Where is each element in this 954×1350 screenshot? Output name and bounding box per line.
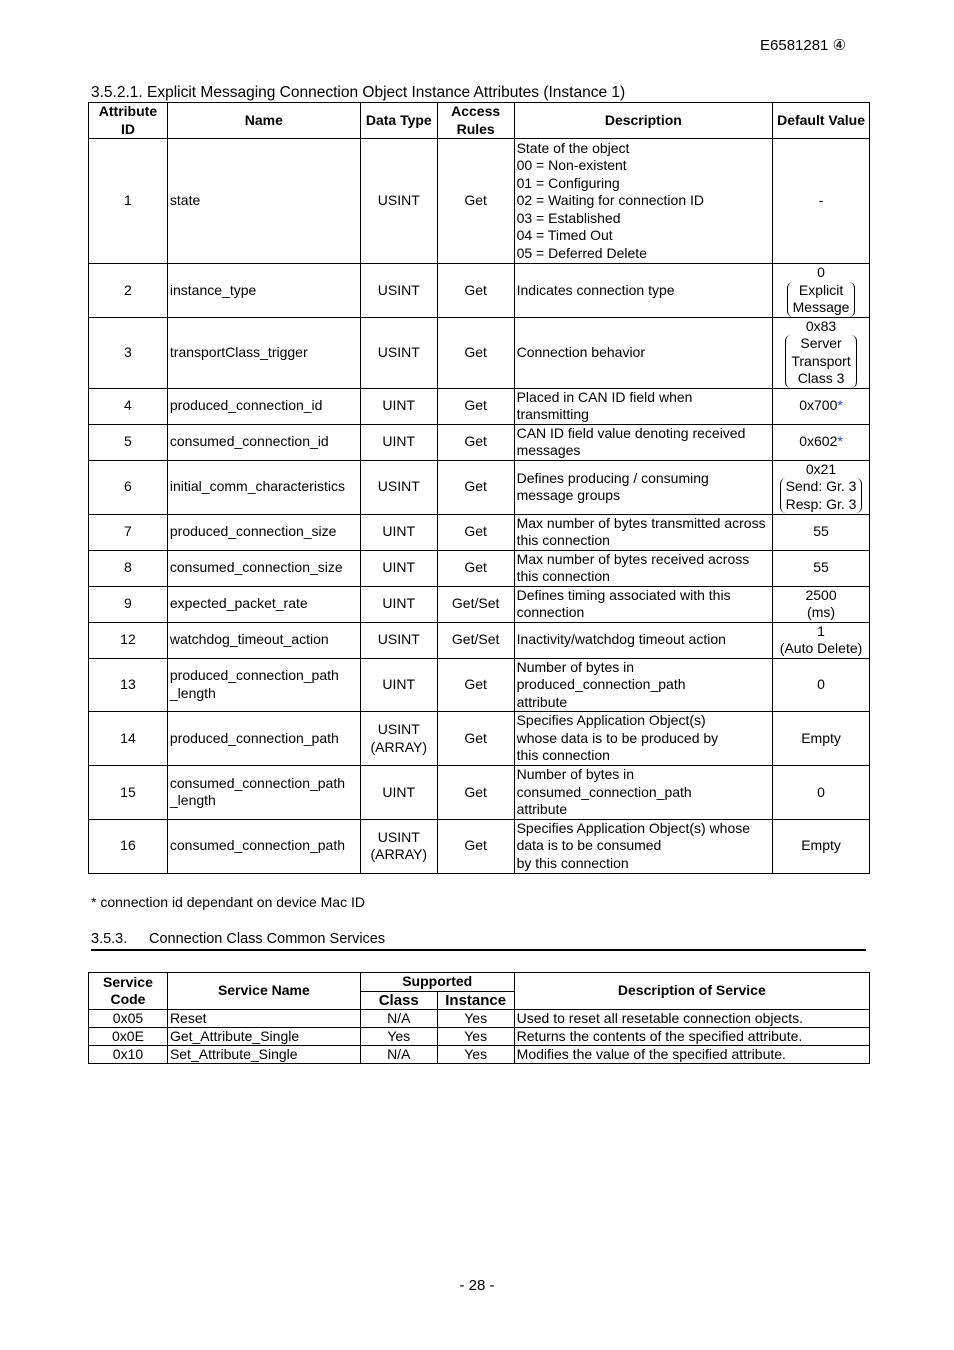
name-cell: consumed_connection_path _length (167, 766, 360, 820)
attribute-id-cell: 12 (89, 622, 168, 658)
access-cell: Get (437, 388, 514, 424)
description-cell (514, 550, 773, 586)
attribute-id-cell: 14 (89, 712, 168, 766)
attribute-id-cell: 15 (89, 766, 168, 820)
header-name: Name (167, 103, 360, 139)
default-value-line: Send: Gr. 3 (785, 478, 857, 495)
description-line: by this connection (516, 854, 629, 871)
description-line: Placed in CAN ID field when (516, 388, 693, 405)
description-cell (514, 819, 773, 873)
default-value-cell (773, 622, 870, 658)
header-service-description: Description of Service (514, 973, 869, 1010)
default-value-line: Transport (791, 352, 851, 369)
description-line: message groups (516, 487, 621, 503)
description-cell (514, 766, 773, 820)
description-line: Inactivity/watchdog timeout action (516, 631, 726, 648)
header-description: Description (514, 103, 773, 139)
description-line: 02 = Waiting for connection ID (516, 192, 704, 209)
description-line: Indicates connection type (516, 281, 675, 298)
name-cell: transportClass_trigger (167, 317, 360, 388)
name-cell: initial_comm_characteristics (167, 460, 360, 514)
default-value-line: 0 (817, 676, 825, 692)
default-value-text: 0x602 (799, 433, 838, 450)
name-cell: produced_connection_path _length (167, 658, 360, 712)
header-instance: Instance (437, 991, 514, 1010)
table-row (89, 819, 870, 873)
description-line: this connection (516, 568, 610, 584)
table-row (89, 264, 870, 318)
attribute-id-cell: 13 (89, 658, 168, 712)
service-table (88, 972, 870, 1064)
name-cell: instance_type (167, 264, 360, 318)
access-cell: Get (437, 264, 514, 318)
attribute-id-cell: 4 (89, 388, 168, 424)
data-type-cell: USINT (ARRAY) (360, 712, 437, 766)
description-line: connection (516, 604, 585, 620)
default-value-line: Empty (801, 729, 841, 746)
description-line: Specifies Application Object(s) (516, 712, 706, 729)
default-value-cell (773, 264, 870, 318)
default-value-line: 2500 (805, 586, 837, 603)
table-row (89, 658, 870, 712)
description-cell (514, 712, 773, 766)
access-cell: Get (437, 819, 514, 873)
service-description-cell: Used to reset all resetable connection objects. (514, 1010, 869, 1028)
data-type-cell: UINT (360, 766, 437, 820)
subsection-number: 3.5.3. (91, 931, 128, 947)
table-row (89, 550, 870, 586)
description-line: this connection (516, 747, 610, 764)
default-value-line: (ms) (807, 604, 836, 620)
data-type-cell: USINT (360, 622, 437, 658)
description-cell (514, 658, 773, 712)
service-code-cell: 0x05 (89, 1010, 168, 1028)
table-row (89, 586, 870, 622)
description-line: Specifies Application Object(s) whose (516, 819, 751, 836)
data-type-cell: USINT (360, 264, 437, 318)
description-line: 03 = Established (516, 209, 621, 226)
data-type-cell: UINT (360, 388, 437, 424)
access-cell: Get (437, 712, 514, 766)
header-service-name: Service Name (167, 973, 360, 1010)
name-cell: expected_packet_rate (167, 586, 360, 622)
attribute-id-cell: 16 (89, 819, 168, 873)
table-row (89, 622, 870, 658)
description-line: CAN ID field value denoting received (516, 424, 746, 441)
default-value-cell (773, 766, 870, 820)
description-cell (514, 586, 773, 622)
default-value-line: Message (792, 299, 850, 315)
header-default-value: Default Value (773, 103, 870, 139)
description-line: 00 = Non-existent (516, 157, 627, 174)
description-line: attribute (516, 801, 568, 817)
description-line: 05 = Deferred Delete (516, 244, 647, 261)
access-cell: Get (437, 317, 514, 388)
data-type-cell: USINT (ARRAY) (360, 819, 437, 873)
default-value-cell (773, 712, 870, 766)
attribute-id-cell: 2 (89, 264, 168, 318)
table-row (89, 1028, 870, 1046)
description-line: Defines producing / consuming (516, 469, 709, 486)
default-value-cell (773, 139, 870, 264)
attribute-id-cell: 6 (89, 460, 168, 514)
header-class: Class (360, 991, 437, 1010)
description-line: Defines timing associated with this (516, 586, 731, 603)
name-cell: state (167, 139, 360, 264)
access-cell: Get/Set (437, 586, 514, 622)
default-value-cell (773, 658, 870, 712)
service-description-cell: Returns the contents of the specified attribute. (514, 1028, 869, 1046)
description-cell (514, 139, 773, 264)
default-value-line: - (818, 192, 824, 209)
default-value-cell (773, 819, 870, 873)
default-value-text: 0x700 (799, 397, 838, 414)
footnote: * connection id dependant on device Mac ID (91, 894, 365, 910)
data-type-cell: UINT (360, 424, 437, 460)
default-value-bracket (780, 478, 863, 513)
service-name-cell: Get_Attribute_Single (167, 1028, 360, 1046)
data-type-cell: USINT (360, 317, 437, 388)
attribute-id-cell: 9 (89, 586, 168, 622)
default-value-line: 0x21 (805, 460, 837, 477)
name-cell: produced_connection_id (167, 388, 360, 424)
name-cell: consumed_connection_path (167, 819, 360, 873)
data-type-cell: UINT (360, 514, 437, 550)
attribute-id-cell: 7 (89, 514, 168, 550)
attribute-table (88, 102, 870, 874)
default-value-line: Empty (801, 837, 841, 854)
service-name-cell: Set_Attribute_Single (167, 1046, 360, 1064)
access-cell: Get (437, 139, 514, 264)
table-row (89, 1010, 870, 1028)
default-value-cell (773, 514, 870, 550)
attribute-id-cell: 1 (89, 139, 168, 264)
description-line: 04 = Timed Out (516, 227, 613, 244)
default-value-line: Resp: Gr. 3 (785, 495, 857, 512)
table-row (89, 712, 870, 766)
table-row (89, 388, 870, 424)
page-number: - 28 - (459, 1277, 495, 1294)
attribute-id-cell: 8 (89, 550, 168, 586)
description-cell (514, 388, 773, 424)
default-value-wrap (775, 397, 867, 415)
default-value-line: 1 (817, 622, 825, 639)
data-type-cell: USINT (360, 139, 437, 264)
description-cell (514, 317, 773, 388)
access-cell: Get (437, 514, 514, 550)
subsection-title (91, 931, 866, 951)
document-id: E6581281 ④ (760, 37, 847, 54)
name-cell: consumed_connection_size (167, 550, 360, 586)
description-line: consumed_connection_path (516, 783, 692, 800)
default-value-line: 0 (817, 264, 825, 280)
asterisk-mark: * (837, 397, 843, 414)
description-line: Number of bytes in (516, 766, 635, 782)
default-value-cell (773, 317, 870, 388)
data-type-cell: UINT (360, 658, 437, 712)
service-code-cell: 0x10 (89, 1046, 168, 1064)
service-name-cell: Reset (167, 1010, 360, 1028)
access-cell: Get (437, 550, 514, 586)
default-value-bracket (785, 335, 856, 388)
table-row (89, 139, 870, 264)
class-cell: Yes (360, 1028, 437, 1046)
default-value-cell (773, 424, 870, 460)
access-cell: Get (437, 460, 514, 514)
default-value-line: Class 3 (797, 370, 845, 386)
table-row (89, 1046, 870, 1064)
default-value-line: Explicit (798, 281, 844, 298)
description-line: transmitting (516, 406, 589, 422)
data-type-cell: UINT (360, 586, 437, 622)
default-value-bracket (787, 282, 856, 317)
default-value-line: 0x83 (805, 317, 837, 334)
name-cell: watchdog_timeout_action (167, 622, 360, 658)
description-cell (514, 264, 773, 318)
default-value-line: Server (800, 335, 842, 351)
header-access-rules: Access Rules (437, 103, 514, 139)
description-cell (514, 424, 773, 460)
description-line: Max number of bytes received across (516, 550, 750, 567)
header-supported: Supported (360, 973, 514, 992)
table-row (89, 424, 870, 460)
asterisk-mark: * (837, 433, 843, 450)
instance-cell: Yes (437, 1046, 514, 1064)
subsection-name: Connection Class Common Services (149, 931, 386, 947)
header-attribute-id: Attribute ID (89, 103, 168, 139)
description-line: Connection behavior (516, 343, 645, 360)
access-cell: Get (437, 424, 514, 460)
description-line: messages (516, 442, 581, 458)
description-line: whose data is to be produced by (516, 729, 719, 746)
default-value-cell (773, 388, 870, 424)
data-type-cell: USINT (360, 460, 437, 514)
description-cell (514, 514, 773, 550)
default-value-cell (773, 460, 870, 514)
table-row (89, 317, 870, 388)
table-row (89, 460, 870, 514)
table-row (89, 766, 870, 820)
description-line: Number of bytes in (516, 658, 635, 675)
instance-cell: Yes (437, 1010, 514, 1028)
default-value-cell (773, 586, 870, 622)
instance-cell: Yes (437, 1028, 514, 1046)
table-row (89, 514, 870, 550)
description-line: this connection (516, 532, 610, 548)
default-value-line: 55 (813, 523, 829, 540)
service-code-cell: 0x0E (89, 1028, 168, 1046)
description-line: produced_connection_path (516, 676, 686, 692)
default-value-line: 55 (813, 559, 829, 576)
default-value-line: (Auto Delete) (779, 640, 863, 656)
data-type-cell: UINT (360, 550, 437, 586)
description-line: Max number of bytes transmitted across (516, 514, 766, 531)
access-cell: Get (437, 658, 514, 712)
description-line: State of the object (516, 139, 630, 156)
access-cell: Get/Set (437, 622, 514, 658)
default-value-line: 0 (817, 783, 825, 800)
description-line: 01 = Configuring (516, 174, 620, 191)
header-data-type: Data Type (360, 103, 437, 139)
name-cell: consumed_connection_id (167, 424, 360, 460)
class-cell: N/A (360, 1046, 437, 1064)
attribute-id-cell: 3 (89, 317, 168, 388)
attribute-id-cell: 5 (89, 424, 168, 460)
default-value-cell (773, 550, 870, 586)
default-value-wrap (775, 433, 867, 451)
header-service-code: Service Code (89, 973, 168, 1010)
description-cell (514, 622, 773, 658)
description-line: attribute (516, 693, 568, 710)
section-title: 3.5.2.1. Explicit Messaging Connection Object Instance Attributes (Instance 1) (91, 84, 626, 101)
description-line: data is to be consumed (516, 837, 662, 854)
class-cell: N/A (360, 1010, 437, 1028)
name-cell: produced_connection_path (167, 712, 360, 766)
access-cell: Get (437, 766, 514, 820)
service-description-cell: Modifies the value of the specified attribute. (514, 1046, 869, 1064)
name-cell: produced_connection_size (167, 514, 360, 550)
description-cell (514, 460, 773, 514)
